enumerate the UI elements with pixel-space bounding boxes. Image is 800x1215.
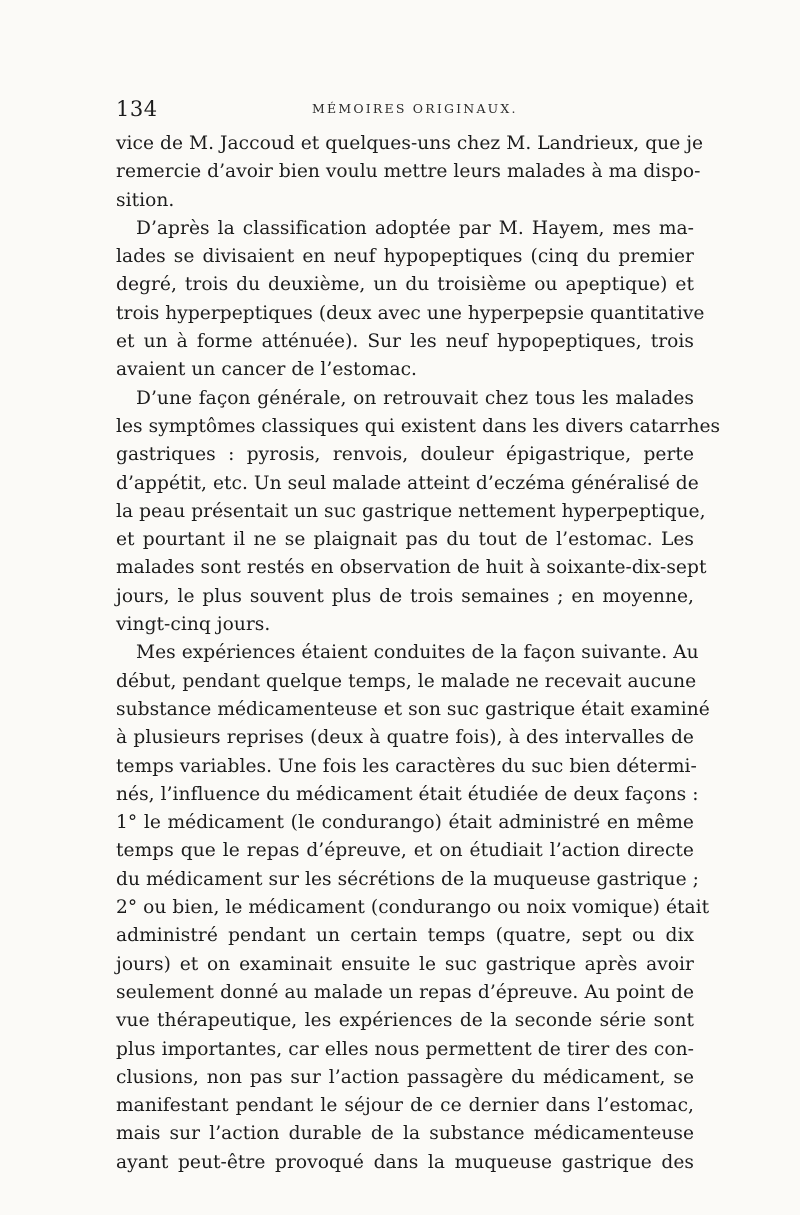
- text-line: nés, l’influence du médicament était étudiée de deux façons :: [116, 783, 699, 805]
- running-head: [116, 96, 692, 126]
- text-line: et un à forme atténuée). Sur les neuf hypopeptiques, trois: [116, 331, 694, 353]
- text-line: remercie d’avoir bien voulu mettre leurs malades à ma dispo-: [116, 161, 701, 183]
- text-line: gastriques : pyrosis, renvois, douleur épigastrique, perte: [116, 444, 694, 466]
- text-line: degré, trois du deuxième, un du troisième ou apeptique) et: [116, 274, 694, 296]
- section-title: MÉMOIRES ORIGINAUX.: [312, 101, 518, 116]
- text-line: clusions, non pas sur l’action passagère du médicament, se: [116, 1066, 694, 1088]
- text-line: malades sont restés en observation de huit à soixante-dix-sept: [116, 557, 707, 579]
- text-line: avaient un cancer de l’estomac.: [116, 359, 418, 381]
- text-line: sition.: [116, 189, 175, 211]
- page-number: 134: [116, 97, 158, 121]
- text-line: et pourtant il ne se plaignait pas du tout de l’estomac. Les: [116, 529, 694, 551]
- text-line: substance médicamenteuse et son suc gastrique était examiné: [116, 698, 710, 720]
- text-line: plus importantes, car elles nous permettent de tirer des con-: [116, 1038, 694, 1060]
- text-line: seulement donné au malade un repas d’épreuve. Au point de: [116, 981, 694, 1003]
- text-line: la peau présentait un suc gastrique nettement hyperpeptique,: [116, 500, 706, 522]
- text-line: trois hyperpeptiques (deux avec une hyperpepsie quantitative: [116, 302, 705, 324]
- text-line: début, pendant quelque temps, le malade ne recevait aucune: [116, 670, 697, 692]
- text-line: Mes expériences étaient conduites de la façon suivante. Au: [136, 642, 699, 664]
- text-line: 1° le médicament (le condurango) était administré en même: [116, 812, 694, 834]
- text-line: du médicament sur les sécrétions de la muqueuse gastrique ;: [116, 868, 699, 890]
- text-line: ayant peut-être provoqué dans la muqueuse gastrique des: [116, 1151, 694, 1173]
- text-line: jours, le plus souvent plus de trois semaines ; en moyenne,: [116, 585, 694, 607]
- text-line: vingt-cinq jours.: [116, 614, 271, 636]
- text-line: mais sur l’action durable de la substance médicamenteuse: [116, 1123, 694, 1145]
- text-line: manifestant pendant le séjour de ce dernier dans l’estomac,: [116, 1095, 694, 1117]
- text-line: les symptômes classiques qui existent dans les divers catarrhes: [116, 415, 721, 437]
- text-line: d’appétit, etc. Un seul malade atteint d’eczéma généralisé de: [116, 472, 699, 494]
- text-line: lades se divisaient en neuf hypopeptiques (cinq du premier: [116, 246, 694, 268]
- text-line: à plusieurs reprises (deux à quatre fois), à des intervalles de: [116, 727, 694, 749]
- text-line: jours) et on examinait ensuite le suc gastrique après avoir: [116, 953, 694, 975]
- text-line: D’après la classification adoptée par M. Hayem, mes ma-: [136, 217, 694, 239]
- text-line: 2° ou bien, le médicament (condurango ou noix vomique) était: [116, 897, 710, 919]
- text-line: temps variables. Une fois les caractères du suc bien détermi-: [116, 755, 697, 777]
- text-line: vice de M. Jaccoud et quelques-uns chez M. Landrieux, que je: [116, 133, 704, 154]
- body-text: [116, 130, 721, 1177]
- text-line: D’une façon générale, on retrouvait chez tous les malades: [136, 387, 694, 409]
- text-line: vue thérapeutique, les expériences de la seconde série sont: [116, 1010, 694, 1032]
- text-line: temps que le repas d’épreuve, et on étudiait l’action directe: [116, 840, 694, 862]
- text-line: administré pendant un certain temps (quatre, sept ou dix: [116, 925, 694, 947]
